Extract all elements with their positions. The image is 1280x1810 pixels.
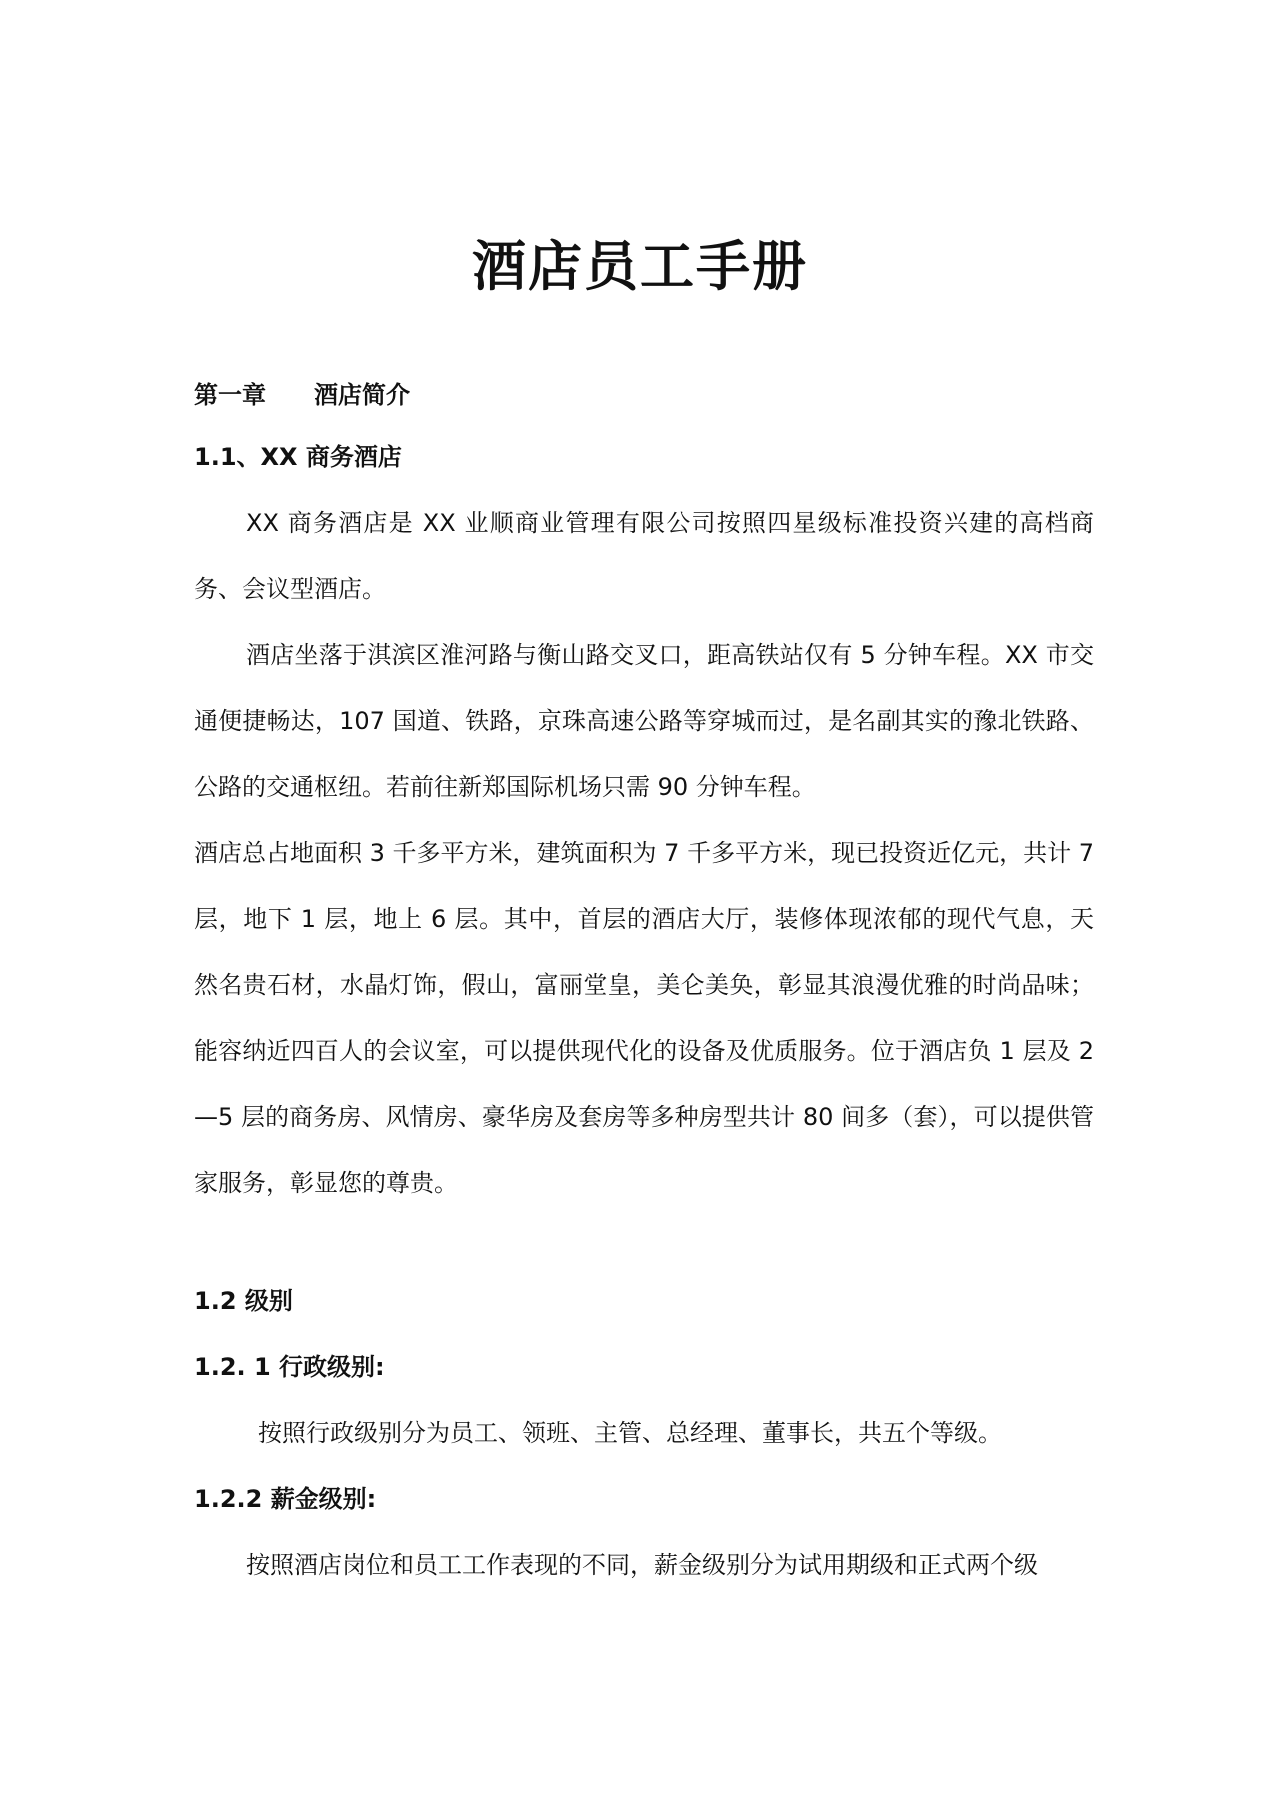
- paragraph-hotel-location: 酒店坐落于淇滨区淮河路与衡山路交叉口，距高铁站仅有 5 分钟车程。XX 市交通便捷畅达，107 国道、铁路，京珠高速公路等穿城而过，是名副其实的豫北铁路、公路的交通枢纽。若前往新郑国际机场只需 90 分钟车程。: [194, 641, 1094, 801]
- subsection-heading-1-2-1: 1.2. 1 行政级别:: [194, 1353, 385, 1381]
- subsection-heading-1-2-2: 1.2.2 薪金级别:: [194, 1485, 377, 1513]
- document-title: 酒店员工手册: [472, 235, 808, 299]
- document-body: [194, 366, 1094, 1598]
- section-heading-1-1: 1.1、XX 商务酒店: [194, 443, 402, 471]
- paragraph-admin-levels: 按照行政级别分为员工、领班、主管、总经理、董事长，共五个等级。: [258, 1419, 1002, 1447]
- chapter-heading: 第一章 酒店简介: [194, 381, 410, 409]
- section-heading-1-2: 1.2 级别: [194, 1287, 293, 1315]
- paragraph-hotel-intro: XX 商务酒店是 XX 业顺商业管理有限公司按照四星级标准投资兴建的高档商务、会议型酒店。: [194, 509, 1094, 603]
- paragraph-salary-levels: 按照酒店岗位和员工工作表现的不同，薪金级别分为试用期级和正式两个级: [246, 1551, 1038, 1579]
- paragraph-hotel-facilities: 酒店总占地面积 3 千多平方米，建筑面积为 7 千多平方米，现已投资近亿元，共计 7 层，地下 1 层，地上 6 层。其中，首层的酒店大厅，装修体现浓郁的现代气息，天然名贵石材，水晶灯饰，假山，富丽堂皇，美仑美奂，彰显其浪漫优雅的时尚品味；能容纳近四百人的会议室，可以提供现代化的设备及优质服务。位于酒店负 1 层及 2—5 层的商务房、风情房、豪华房及套房等多种房型共计 80 间多（套），可以提供管家服务，彰显您的尊贵。: [194, 839, 1094, 1197]
